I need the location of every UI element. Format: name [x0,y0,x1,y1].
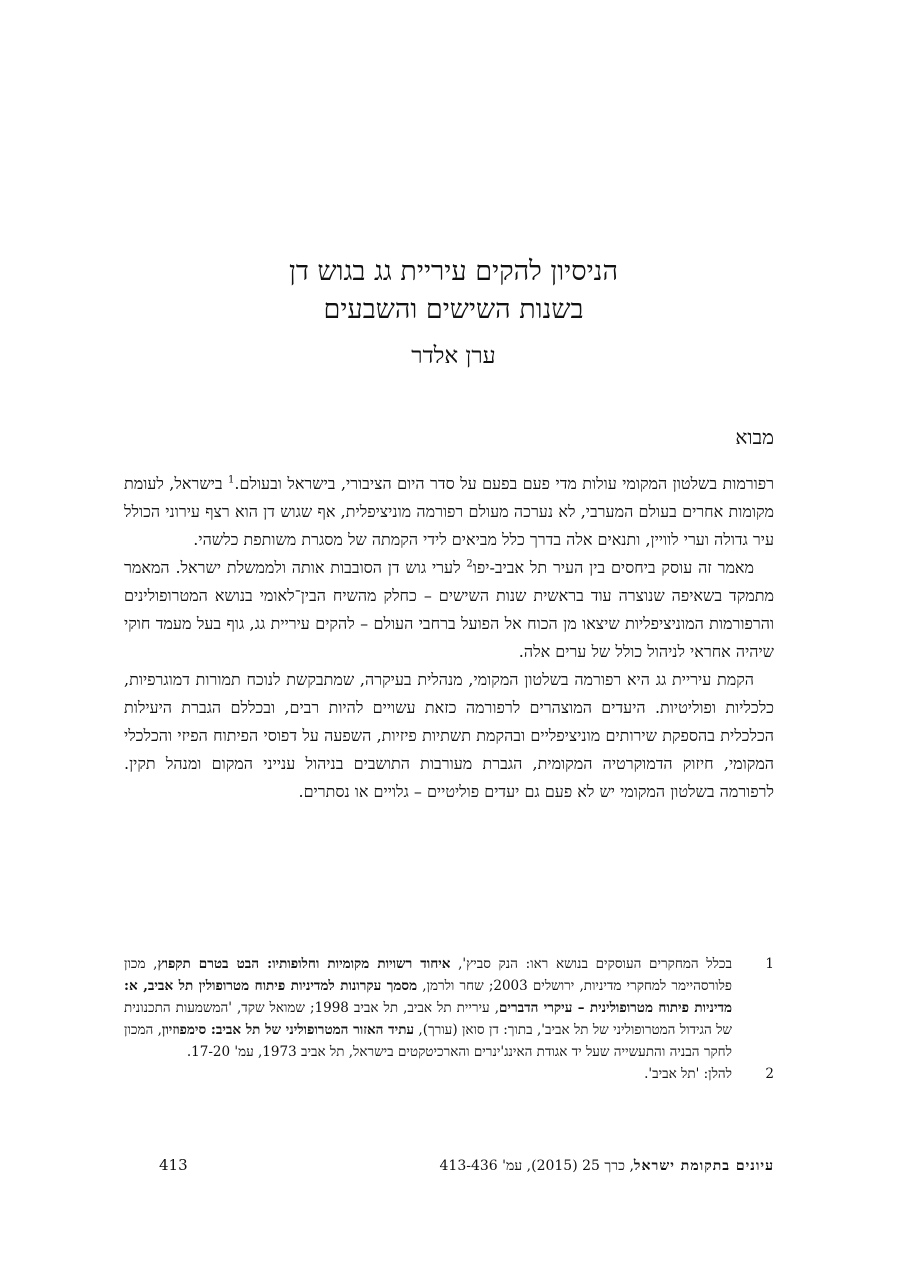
body-text [124,470,774,806]
footnote-1 [124,953,774,1063]
title-line-2: בשנות השישים והשבעים [323,294,584,325]
journal-name: עיונים בתקומת ישראל [633,1158,774,1174]
footnote-number: 2 [765,1066,774,1082]
paragraph-1-text: רפורמות בשלטון המקומי עולות מדי פעם בפעם על סדר היום הציבורי, בישראל ובעולם. [234,474,775,493]
footnotes [124,953,774,1085]
paragraph-3: הקמת עיריית גג היא רפורמה בשלטון המקומי, מנהלית בעיקרה, שמתבקשת לנוכח תמורות דמוגרפיות, כלכליות ופוליטיות. היעדים המוצהרים לרפורמה כזאת עשויים להיות רבים, ובכללם הגברת היעילות הכלכלית בהספקת שירותים מוניציפליים ובהקמת תשתיות פיזיות, השפעה על דפוסי הפיתוח הפיזי והכלכלי המקומי, חיזוק הדמוקרטיה המקומית, הגברת מעורבות התושבים בניהול ענייני המקום ומנהל תקין. לרפורמה בשלטון המקומי יש לא פעם גם יעדים פוליטיים – גלויים או נסתרים. [124,670,774,801]
running-footer [440,1158,775,1175]
journal-citation: , כרך 25 (2015), עמ' 413-436 [439,1158,634,1174]
section-heading: מבוא [735,425,774,449]
footnote-number: 1 [765,956,774,972]
paragraph-2-text-a: מאמר זה עוסק ביחסים בין העיר תל אביב-יפו [472,558,755,577]
footnote-1-book-title-c: עתיד האזור המטרופוליני של תל אביב: סימפוזיון [161,1022,415,1038]
footnote-1-text-c: , עיריית תל אביב, תל אביב 1998; שמואל שקד, 'המשמעות התכנונית של הגידול המטרופוליני של תל אביב', בתוך: דן סואן (עורך), [124,1000,732,1038]
title-line-1: הניסיון להקים עיריית גג בגוש דן [289,256,618,287]
page-number: 413 [159,1156,188,1174]
author-name: ערן אלדר [411,343,496,369]
footnote-ref-2[interactable]: 2 [466,558,473,570]
footnote-1-book-title-b: מסמך עקרונות למדיניות פיתוח מטרופולין תל אביב, א: מדיניות פיתוח מטרופולינית – עיקרי הדברים [124,978,732,1016]
paragraph-2-text-b: לערי גוש דן הסובבות אותה ולממשלת ישראל. המאמר מתמקד בשאיפה שנוצרה עוד בראשית שנות השישים – כחלק מהשיח הבין־לאומי בנושא המטרופולינים והרפורמות המוניציפליות שיצאו מן הכוח אל הפועל ברחבי העולם – להקים עיריית גג, גוף בעל מעמד חוקי שיהיה אחראי לניהול כולל של ערים אלה. [124,558,774,661]
paragraph-1-continued: בישראל, לעומת מקומות אחרים בעולם המערבי, לא נערכה מעולם רפורמה מוניציפלית, אף שגוש דן הוא רצף עירוני הכולל עיר גדולה וערי לוויין, ותנאים אלה בדרך כלל מביאים לידי הקמתה של מסגרת משותפת כלשהי. [124,474,775,549]
footnote-2-text: להלן: 'תל אביב'. [644,1066,732,1082]
paragraph-2 [124,554,774,666]
footnote-2 [124,1063,774,1085]
footnote-1-book-title-a: איחוד רשויות מקומיות וחלופותיו: הבט בטרם תקפוץ [157,956,451,972]
paragraph-1 [124,470,774,554]
footnote-1-text-d: , המכון לחקר הבניה והתעשייה שעל יד אגודת האינג'ינרים והארכיטקטים בישראל, תל אביב 1973, עמ' 17-20. [124,1022,732,1060]
footnote-ref-1[interactable]: 1 [228,474,235,486]
article-title [100,253,807,329]
footnote-1-text-b: , מכון פלורסהיימר למחקרי מדיניות, ירושלים 2003; שחר ולרמן, [124,956,732,994]
footnote-1-text-a: בכלל המחקרים העוסקים בנושא ראו: הנק סביץ', [450,956,732,972]
